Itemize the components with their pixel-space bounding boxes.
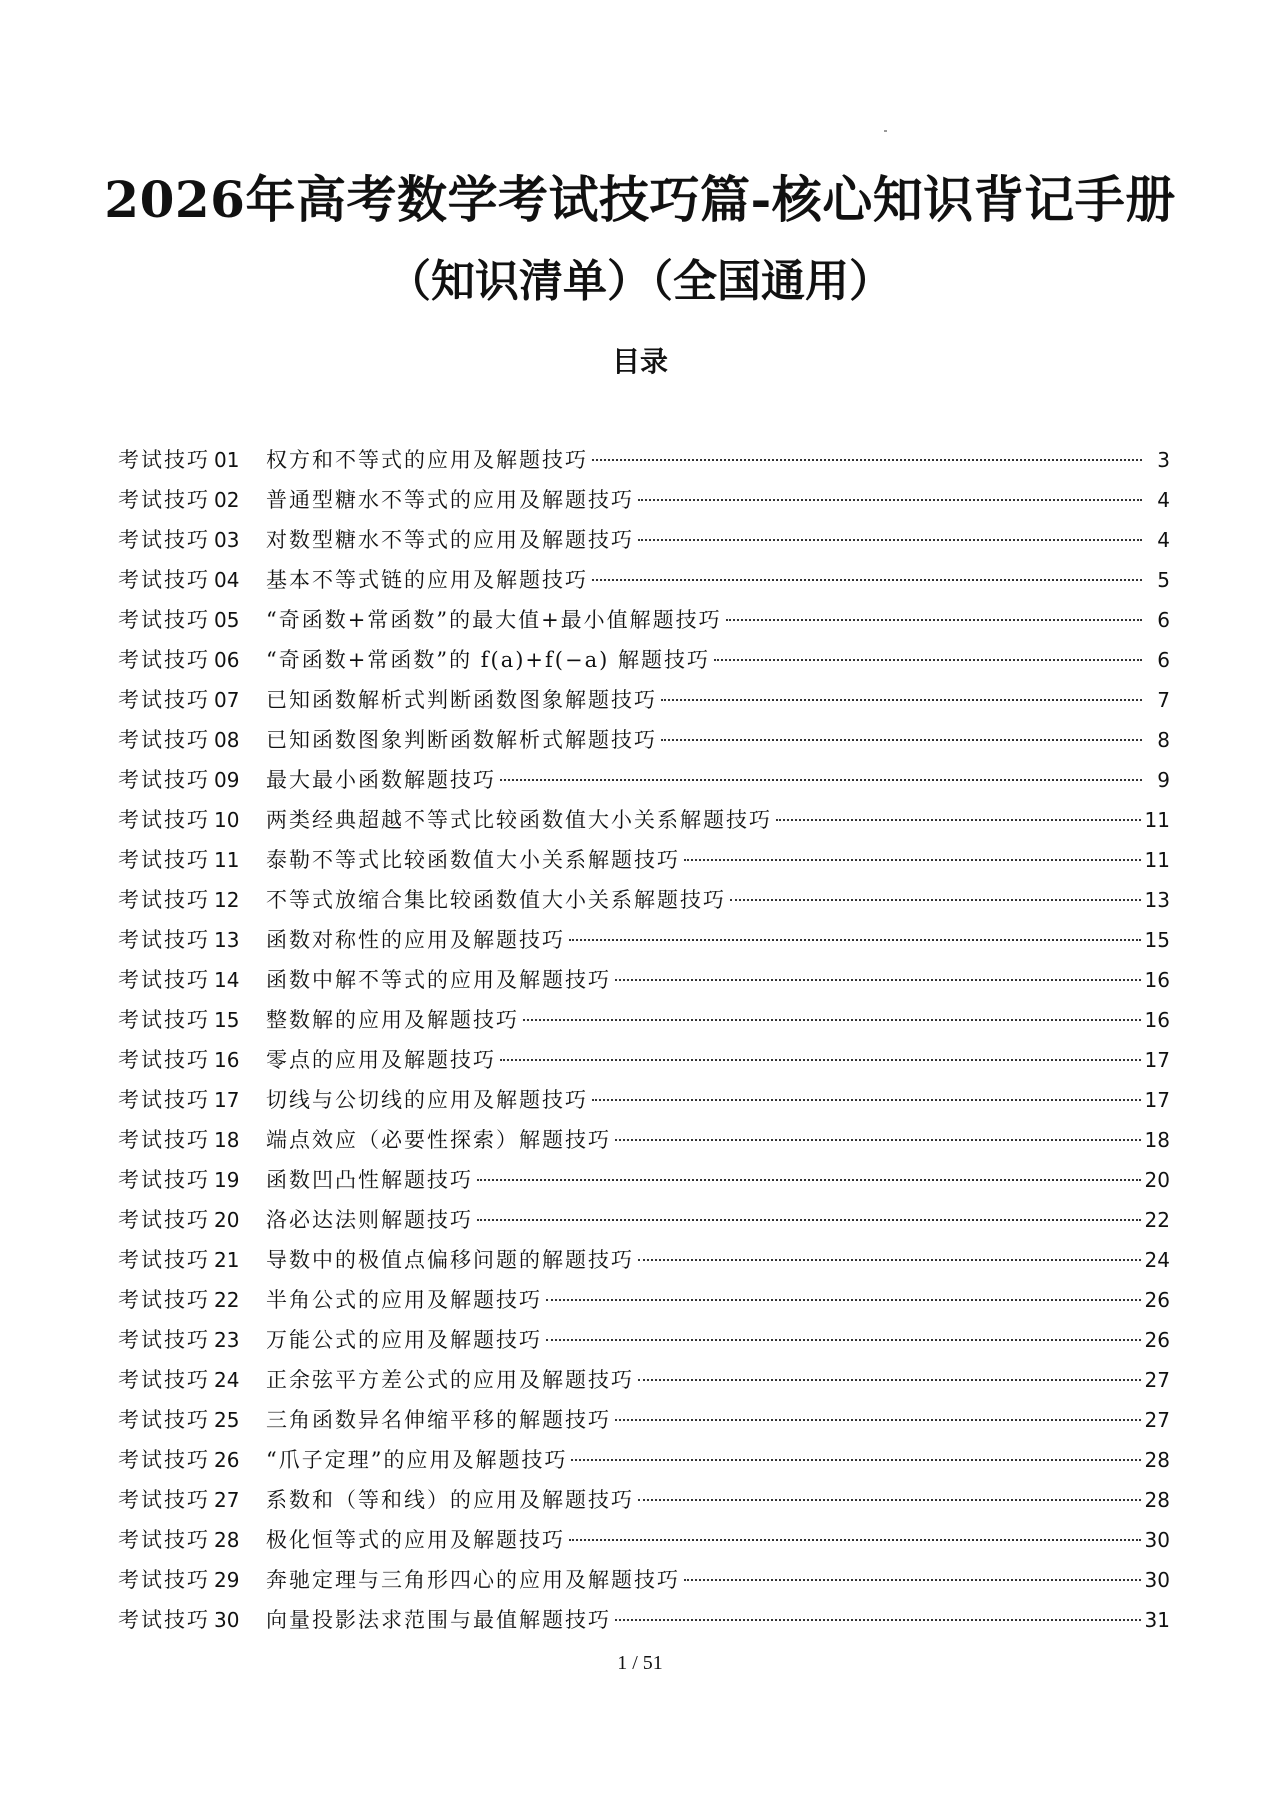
toc-dot-leader <box>776 819 1141 821</box>
toc-entry[interactable] <box>118 1560 1170 1600</box>
toc-entry[interactable] <box>118 960 1170 1000</box>
toc-entry-page: 18 <box>1144 1128 1170 1152</box>
toc-entry-number: 30 <box>214 1608 240 1632</box>
toc-entry-label: 考试技巧 <box>118 888 210 912</box>
toc-entry-page: 15 <box>1144 928 1170 952</box>
toc-entry-page: 27 <box>1144 1408 1170 1432</box>
toc-entry[interactable] <box>118 1480 1170 1520</box>
toc-entry[interactable] <box>118 1160 1170 1200</box>
toc-entry-label: 考试技巧 <box>118 1168 210 1192</box>
toc-entry-page: 26 <box>1144 1288 1170 1312</box>
toc-entry-label: 考试技巧 <box>118 808 210 832</box>
toc-entry-page: 9 <box>1157 768 1170 792</box>
toc-entry-number: 10 <box>214 808 240 832</box>
toc-entry-page: 5 <box>1157 568 1170 592</box>
toc-entry-label: 考试技巧 <box>118 1608 210 1632</box>
toc-dot-leader <box>500 1059 1141 1061</box>
toc-entry-label: 考试技巧 <box>118 688 210 712</box>
toc-entry-title: 零点的应用及解题技巧 <box>266 1048 496 1072</box>
toc-entry-title: 权方和不等式的应用及解题技巧 <box>266 448 588 472</box>
toc-entry-number: 22 <box>214 1288 240 1312</box>
toc-entry-number: 28 <box>214 1528 240 1552</box>
toc-dot-leader <box>638 1259 1141 1261</box>
toc-entry-label: 考试技巧 <box>118 1288 210 1312</box>
toc-entry-number: 20 <box>214 1208 240 1232</box>
toc-entry[interactable] <box>118 680 1170 720</box>
toc-entry-number: 29 <box>214 1568 240 1592</box>
toc-entry-label: 考试技巧 <box>118 1568 210 1592</box>
toc-entry-label: 考试技巧 <box>118 1128 210 1152</box>
toc-entry-number: 04 <box>214 568 240 592</box>
toc-dot-leader <box>615 979 1141 981</box>
toc-dot-leader <box>546 1299 1141 1301</box>
toc-entry-page: 24 <box>1144 1248 1170 1272</box>
toc-entry-title: 函数中解不等式的应用及解题技巧 <box>266 968 611 992</box>
toc-entry-page: 27 <box>1144 1368 1170 1392</box>
toc-entry-label: 考试技巧 <box>118 448 210 472</box>
toc-entry-number: 19 <box>214 1168 240 1192</box>
toc-entry-number: 08 <box>214 728 240 752</box>
toc-entry-page: 16 <box>1144 968 1170 992</box>
toc-entry-number: 23 <box>214 1328 240 1352</box>
toc-entry-page: 11 <box>1144 808 1170 832</box>
toc-entry-title: 函数对称性的应用及解题技巧 <box>266 928 565 952</box>
toc-entry-label: 考试技巧 <box>118 1408 210 1432</box>
toc-entry-title: 基本不等式链的应用及解题技巧 <box>266 568 588 592</box>
toc-dot-leader <box>477 1179 1141 1181</box>
toc-entry[interactable] <box>118 1200 1170 1240</box>
toc-entry-title: 万能公式的应用及解题技巧 <box>266 1328 542 1352</box>
toc-entry-page: 26 <box>1144 1328 1170 1352</box>
toc-dot-leader <box>684 1579 1141 1581</box>
toc-entry-page: 6 <box>1157 648 1170 672</box>
toc-entry-number: 09 <box>214 768 240 792</box>
toc-dot-leader <box>730 899 1141 901</box>
toc-entry-page: 22 <box>1144 1208 1170 1232</box>
toc-dot-leader <box>592 1099 1141 1101</box>
toc-dot-leader <box>726 619 1142 621</box>
toc-dot-leader <box>500 779 1142 781</box>
toc-entry-number: 01 <box>214 448 240 472</box>
toc-entry-number: 26 <box>214 1448 240 1472</box>
toc-entry-number: 05 <box>214 608 240 632</box>
toc-entry-title: “奇函数+常函数”的最大值+最小值解题技巧 <box>266 608 722 632</box>
toc-entry-page: 11 <box>1144 848 1170 872</box>
toc-entry-page: 31 <box>1144 1608 1170 1632</box>
toc-entry[interactable] <box>118 920 1170 960</box>
toc-entry-page: 17 <box>1144 1088 1170 1112</box>
toc-entry-title: 泰勒不等式比较函数值大小关系解题技巧 <box>266 848 680 872</box>
toc-entry-page: 20 <box>1144 1168 1170 1192</box>
toc-entry-label: 考试技巧 <box>118 1368 210 1392</box>
toc-entry-title: 已知函数图象判断函数解析式解题技巧 <box>266 728 657 752</box>
toc-entry-title: 整数解的应用及解题技巧 <box>266 1008 519 1032</box>
toc-entry-number: 25 <box>214 1408 240 1432</box>
toc-entry-title: 正余弦平方差公式的应用及解题技巧 <box>266 1368 634 1392</box>
toc-entry-page: 28 <box>1144 1488 1170 1512</box>
toc-entry-title: 向量投影法求范围与最值解题技巧 <box>266 1608 611 1632</box>
toc-entry[interactable] <box>118 1600 1170 1640</box>
toc-dot-leader <box>638 499 1142 501</box>
toc-entry-number: 14 <box>214 968 240 992</box>
toc-heading: 目录 <box>611 345 668 378</box>
toc-entry-label: 考试技巧 <box>118 1088 210 1112</box>
toc-entry-label: 考试技巧 <box>118 768 210 792</box>
toc-entry-label: 考试技巧 <box>118 648 210 672</box>
toc-entry-label: 考试技巧 <box>118 928 210 952</box>
toc-entry-label: 考试技巧 <box>118 1488 210 1512</box>
toc-dot-leader <box>477 1219 1141 1221</box>
toc-entry-number: 17 <box>214 1088 240 1112</box>
toc-entry-page: 30 <box>1144 1528 1170 1552</box>
toc-entry[interactable] <box>118 600 1170 640</box>
toc-entry-number: 12 <box>214 888 240 912</box>
toc-entry-label: 考试技巧 <box>118 728 210 752</box>
toc-entry-number: 24 <box>214 1368 240 1392</box>
toc-entry-label: 考试技巧 <box>118 1528 210 1552</box>
toc-entry-title: 最大最小函数解题技巧 <box>266 768 496 792</box>
toc-entry[interactable] <box>118 720 1170 760</box>
toc-entry[interactable] <box>118 1320 1170 1360</box>
toc-entry-page: 4 <box>1157 528 1170 552</box>
toc-entry-number: 21 <box>214 1248 240 1272</box>
toc-dot-leader <box>571 1459 1140 1461</box>
toc-entry[interactable] <box>118 560 1170 600</box>
toc-entry-title: 三角函数异名伸缩平移的解题技巧 <box>266 1408 611 1432</box>
toc-entry-title: 导数中的极值点偏移问题的解题技巧 <box>266 1248 634 1272</box>
toc-entry-number: 13 <box>214 928 240 952</box>
toc-entry-title: 切线与公切线的应用及解题技巧 <box>266 1088 588 1112</box>
toc-entry[interactable] <box>118 1360 1170 1400</box>
toc-entry[interactable] <box>118 880 1170 920</box>
toc-entry-label: 考试技巧 <box>118 1008 210 1032</box>
toc-dot-leader <box>638 1499 1141 1501</box>
toc-entry-page: 28 <box>1144 1448 1170 1472</box>
toc-entry-title: 洛必达法则解题技巧 <box>266 1208 473 1232</box>
page-number: 1 / 51 <box>617 1652 663 1674</box>
toc-entry[interactable] <box>118 520 1170 560</box>
toc-entry[interactable] <box>118 1520 1170 1560</box>
toc-dot-leader <box>569 1539 1141 1541</box>
toc-entry-number: 11 <box>214 848 240 872</box>
toc-entry-title: 系数和（等和线）的应用及解题技巧 <box>266 1488 634 1512</box>
toc-entry-title: “爪子定理”的应用及解题技巧 <box>266 1448 568 1472</box>
toc-entry-number: 27 <box>214 1488 240 1512</box>
toc-entry-label: 考试技巧 <box>118 1448 210 1472</box>
toc-entry-title: 奔驰定理与三角形四心的应用及解题技巧 <box>266 1568 680 1592</box>
toc-entry-number: 18 <box>214 1128 240 1152</box>
toc-dot-leader <box>661 739 1142 741</box>
toc-entry-label: 考试技巧 <box>118 608 210 632</box>
toc-entry-label: 考试技巧 <box>118 1248 210 1272</box>
toc-entry[interactable] <box>118 1080 1170 1120</box>
toc-entry-number: 15 <box>214 1008 240 1032</box>
toc-entry-number: 16 <box>214 1048 240 1072</box>
toc-entry-title: 两类经典超越不等式比较函数值大小关系解题技巧 <box>266 808 772 832</box>
toc-entry[interactable] <box>118 1240 1170 1280</box>
toc-entry-label: 考试技巧 <box>118 528 210 552</box>
toc-entry-title: “奇函数+常函数”的 f(a)+f(−a) 解题技巧 <box>266 648 710 672</box>
toc-entry-label: 考试技巧 <box>118 568 210 592</box>
toc-entry[interactable] <box>118 640 1170 680</box>
toc-entry-label: 考试技巧 <box>118 488 210 512</box>
toc-entry-title: 半角公式的应用及解题技巧 <box>266 1288 542 1312</box>
toc-entry-title: 已知函数解析式判断函数图象解题技巧 <box>266 688 657 712</box>
toc-dot-leader <box>615 1619 1141 1621</box>
toc-entry-number: 03 <box>214 528 240 552</box>
document-title: 2026年高考数学考试技巧篇-核心知识背记手册 <box>104 170 1176 229</box>
toc-dot-leader <box>615 1139 1141 1141</box>
toc-entry-page: 30 <box>1144 1568 1170 1592</box>
toc-entry[interactable] <box>118 840 1170 880</box>
toc-entry[interactable] <box>118 1440 1170 1480</box>
toc-dot-leader <box>592 459 1142 461</box>
toc-entry-page: 6 <box>1157 608 1170 632</box>
toc-entry-page: 17 <box>1144 1048 1170 1072</box>
toc-entry-number: 06 <box>214 648 240 672</box>
toc-dot-leader <box>661 699 1142 701</box>
toc-entry-label: 考试技巧 <box>118 848 210 872</box>
toc-entry[interactable] <box>118 1040 1170 1080</box>
toc-entry-label: 考试技巧 <box>118 1048 210 1072</box>
document-subtitle: （知识清单）（全国通用） <box>387 256 893 307</box>
toc-entry[interactable] <box>118 760 1170 800</box>
toc-entry-page: 4 <box>1157 488 1170 512</box>
toc-entry-title: 函数凹凸性解题技巧 <box>266 1168 473 1192</box>
toc-entry[interactable] <box>118 440 1170 480</box>
toc-entry-title: 端点效应（必要性探索）解题技巧 <box>266 1128 611 1152</box>
toc-dot-leader <box>714 659 1142 661</box>
toc-entry-number: 07 <box>214 688 240 712</box>
toc-entry[interactable] <box>118 1400 1170 1440</box>
toc-dot-leader <box>569 939 1141 941</box>
scan-speck <box>884 130 887 132</box>
toc-entry-page: 7 <box>1157 688 1170 712</box>
toc-dot-leader <box>638 1379 1141 1381</box>
toc-entry-label: 考试技巧 <box>118 968 210 992</box>
table-of-contents <box>118 440 1170 1640</box>
toc-dot-leader <box>592 579 1142 581</box>
toc-entry-label: 考试技巧 <box>118 1328 210 1352</box>
toc-entry-title: 普通型糖水不等式的应用及解题技巧 <box>266 488 634 512</box>
toc-entry-label: 考试技巧 <box>118 1208 210 1232</box>
toc-dot-leader <box>638 539 1142 541</box>
toc-dot-leader <box>523 1019 1141 1021</box>
toc-entry[interactable] <box>118 1000 1170 1040</box>
toc-dot-leader <box>684 859 1141 861</box>
toc-dot-leader <box>546 1339 1141 1341</box>
toc-entry-title: 不等式放缩合集比较函数值大小关系解题技巧 <box>266 888 726 912</box>
toc-entry-number: 02 <box>214 488 240 512</box>
toc-entry-page: 13 <box>1144 888 1170 912</box>
toc-entry-title: 对数型糖水不等式的应用及解题技巧 <box>266 528 634 552</box>
toc-entry-page: 8 <box>1157 728 1170 752</box>
toc-entry[interactable] <box>118 480 1170 520</box>
toc-entry[interactable] <box>118 1280 1170 1320</box>
toc-entry[interactable] <box>118 800 1170 840</box>
toc-entry-page: 3 <box>1157 448 1170 472</box>
toc-entry-page: 16 <box>1144 1008 1170 1032</box>
toc-entry-title: 极化恒等式的应用及解题技巧 <box>266 1528 565 1552</box>
toc-dot-leader <box>615 1419 1141 1421</box>
toc-entry[interactable] <box>118 1120 1170 1160</box>
